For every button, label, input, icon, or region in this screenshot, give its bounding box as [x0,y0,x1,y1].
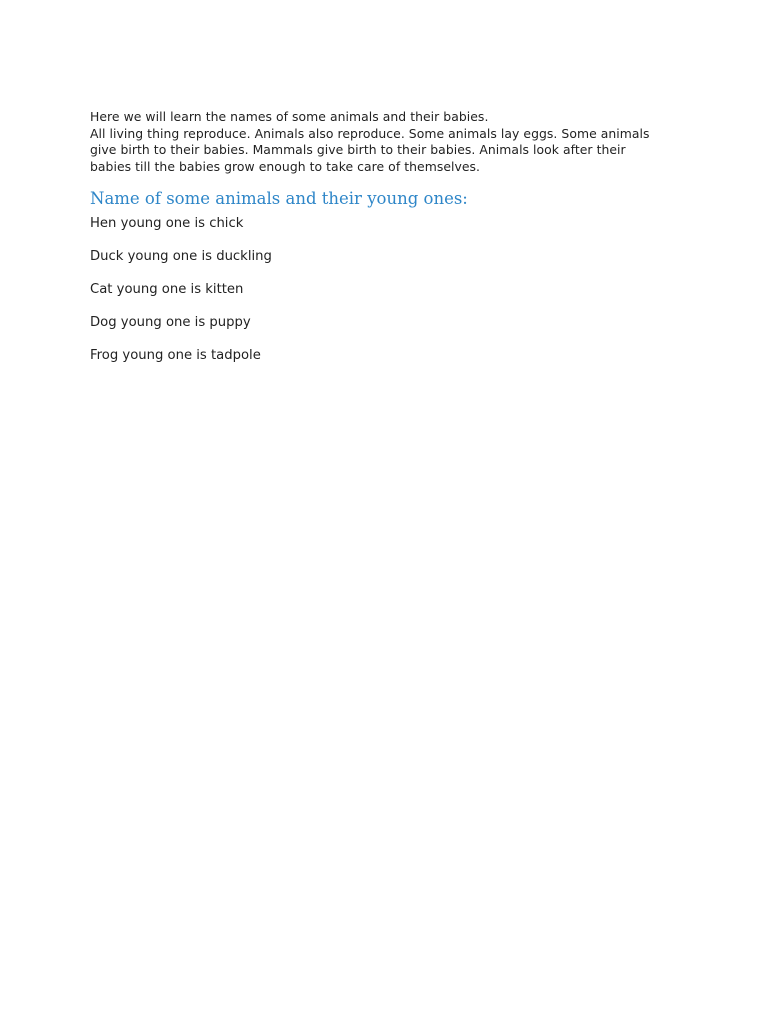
intro-paragraph: All living thing reproduce. Animals also reproduce. Some animals lay eggs. Some animals give birth to their babies. Mammals give birth to their babies. Animals look after their babies till the babies grow enough to take care of themselves. [90,125,650,174]
list-item-hen: Hen young one is chick [90,216,244,232]
list-item-dog: Dog young one is puppy [90,315,251,331]
list-item-duck: Duck young one is duckling [90,249,272,265]
animal-list [90,216,660,364]
intro-line: Here we will learn the names of some animals and their babies. [90,109,489,124]
intro-section [90,109,660,175]
section-heading: Name of some animals and their young ones: [90,189,468,209]
document-content [90,109,660,381]
list-item-cat: Cat young one is kitten [90,282,244,298]
list-item-frog: Frog young one is tadpole [90,348,261,364]
